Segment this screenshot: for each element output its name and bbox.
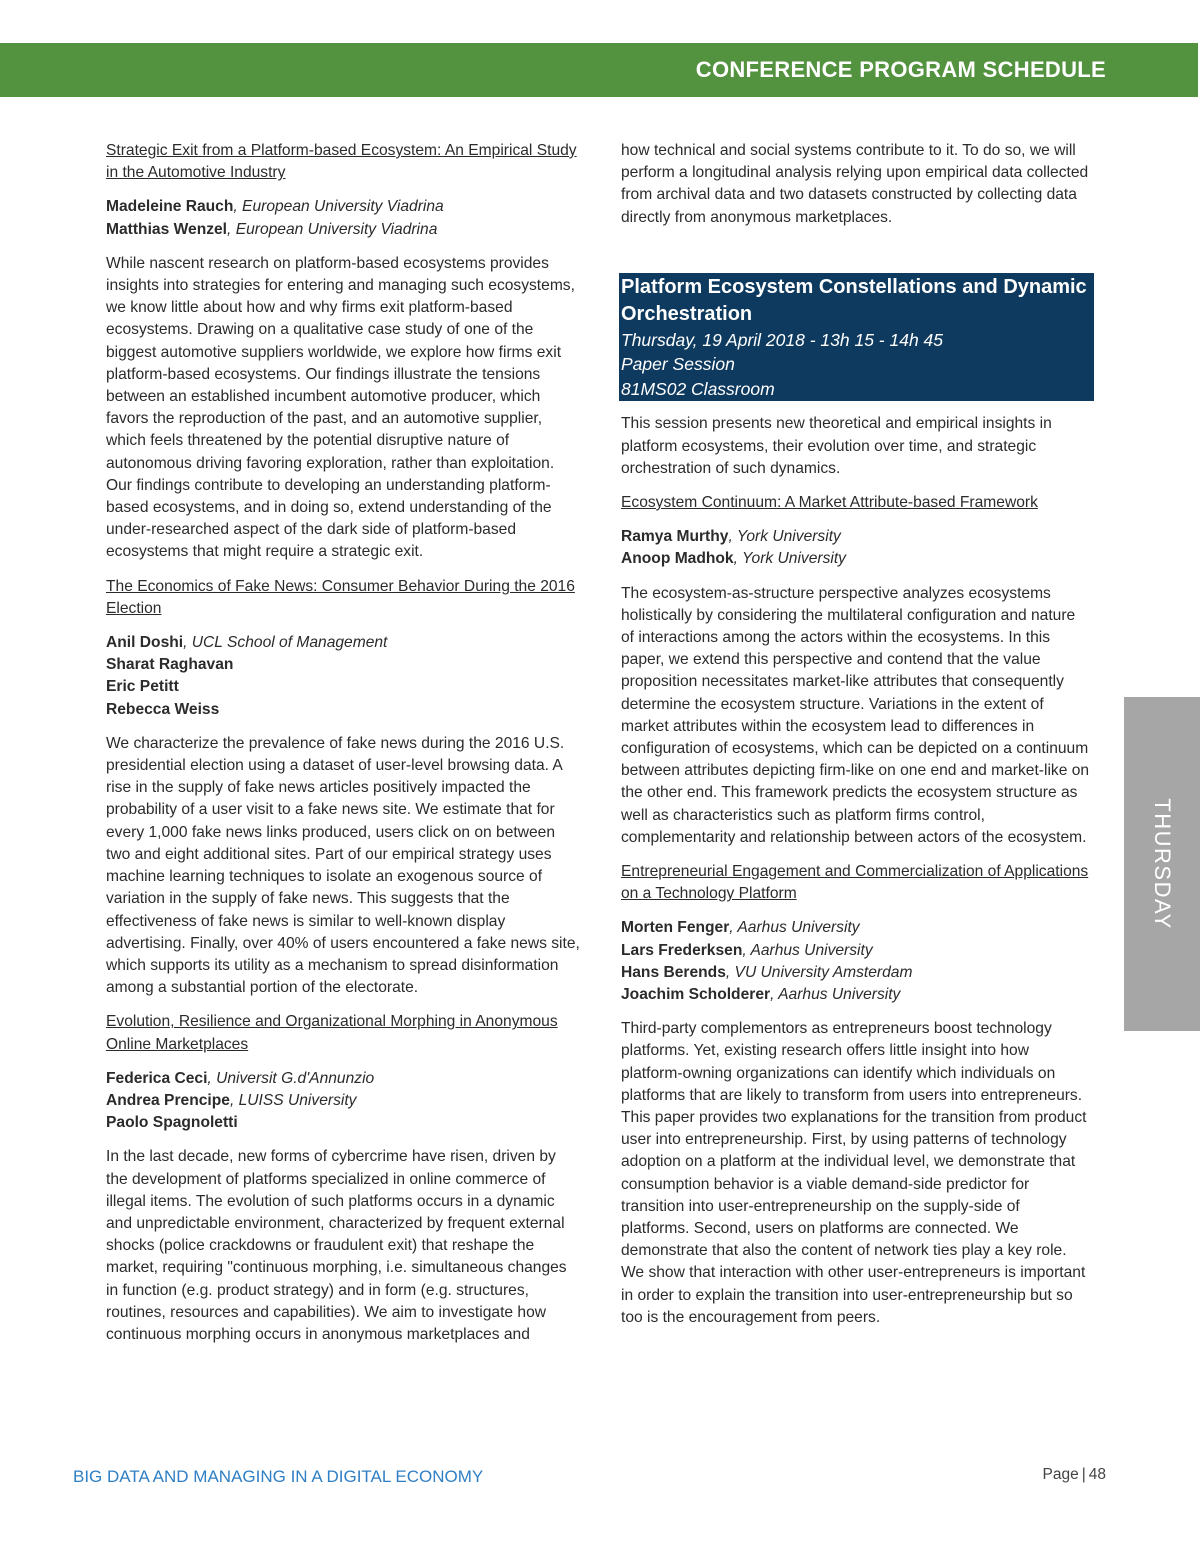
paper-abstract: The ecosystem-as-structure perspective analyzes ecosystems holistically by considering the multilateral configuration and nature of interactions among the actors within the ecosystems. In this paper, we extend this perspective and contend that the value proposition necessitates market-like attributes that consequently determine the ecosystem structure. Variations in the extent of market attributes within the ecosystem lead to differences in configuration of ecosystems, which can be depicted on a continuum between attributes depicting firm-like on one end and market-like on the other end. This framework predicts the ecosystem structure as well as characteristics such as platform firms control, complementarity and relationship between actors of the ecosystem. — [621, 584, 1090, 846]
author-affiliation: , European University Viadrina — [227, 220, 438, 238]
author-name: Anoop Madhok — [621, 550, 734, 568]
author-list — [106, 196, 580, 240]
author-name: Anil Doshi — [106, 634, 184, 652]
page-number: 48 — [1088, 1466, 1106, 1483]
continued-abstract: how technical and social systems contribute to it. To do so, we will perform a longitudinal analysis relying upon empirical data collected from archival data and two datasets constructed by collecting data directly from anonymous marketplaces. — [621, 142, 1089, 226]
author-affiliation: , Aarhus University — [742, 941, 873, 959]
author-list — [621, 917, 1091, 1006]
author-name: Sharat Raghavan — [106, 656, 234, 674]
author — [621, 984, 1091, 1006]
author-name: Madeleine Rauch — [106, 198, 234, 216]
footer-publication-title: BIG DATA AND MANAGING IN A DIGITAL ECONOMY — [73, 1467, 484, 1486]
author-affiliation: , York University — [728, 528, 841, 546]
author — [106, 632, 580, 654]
paper-title: Evolution, Resilience and Organizational Morphing in Anonymous Online Marketplaces — [106, 1013, 558, 1053]
author — [621, 548, 1091, 570]
session-type: Paper Session — [621, 354, 735, 375]
author-name: Joachim Scholderer — [621, 985, 771, 1003]
paper-title: Ecosystem Continuum: A Market Attribute-based Framework — [621, 493, 1038, 511]
day-side-tab — [1124, 697, 1200, 1031]
author — [106, 196, 580, 218]
author-name: Eric Petitt — [106, 678, 179, 696]
author-list — [621, 526, 1091, 570]
paper-abstract: While nascent research on platform-based ecosystems provides insights into strategies for entering and managing such ecosystems, we know little about how and why firms exit platform-based ecosystems. Drawing on a qualitative case study of one of the biggest automotive suppliers worldwide, we explore how firms exit platform-based ecosystems. Our findings illustrate the tensions between an established incumbent automotive producer, which favors the reproduction of the past, and an automotive supplier, which feels threatened by the potential disruptive nature of autonomous driving favoring exploration, rather than exploitation. Our findings contribute to developing an understanding platform-based ecosystems, and in doing so, extend understanding of the under-researched aspect of the dark side of platform-based ecosystems that might require a strategic exit. — [106, 254, 575, 561]
author — [621, 526, 1091, 548]
paper-title: The Economics of Fake News: Consumer Behavior During the 2016 Election — [106, 577, 575, 617]
author — [106, 676, 580, 698]
session-header — [619, 273, 1094, 402]
paper-entry — [106, 576, 580, 1000]
paper-entry — [621, 861, 1091, 1329]
author-affiliation: , LUISS University — [229, 1091, 357, 1109]
author-affiliation: , VU University Amsterdam — [725, 963, 913, 981]
author — [106, 699, 580, 721]
session-datetime: Thursday, 19 April 2018 - 13h 15 - 14h 45 — [621, 329, 944, 350]
author-name: Rebecca Weiss — [106, 700, 220, 718]
author — [106, 219, 580, 241]
author-affiliation: , Universit G.d'Annunzio — [207, 1069, 375, 1087]
author-affiliation: , York University — [733, 550, 846, 568]
author — [621, 962, 1091, 984]
paper-title: Strategic Exit from a Platform-based Ecosystem: An Empirical Study in the Automotive Industry — [106, 142, 577, 182]
author-list — [106, 632, 580, 721]
paper-abstract: In the last decade, new forms of cybercrime have risen, driven by the development of platforms specialized in online commerce of illegal items. The evolution of such platforms occurs in a dynamic and unpredictable environment, characterized by frequent external shocks (police crackdowns or fraudulent exit) that reshape the market, requiring "continuous morphing, i.e. simultaneous changes in function (e.g. product strategy) and in form (e.g. structures, routines, resources and capabilities). We aim to investigate how continuous morphing occurs in anonymous marketplaces and — [106, 1148, 567, 1343]
paper-abstract: We characterize the prevalence of fake news during the 2016 U.S. presidential election using a dataset of user-level browsing data. A rise in the supply of fake news articles positively impacted the probability of a user visit to a fake news site. We estimate that for every 1,000 fake news links produced, users click on on between two and eight additional sites. Part of our empirical strategy uses machine learning techniques to isolate an exogenous source of variation in the supply of fake news. This suggests that the effectiveness of fake news is similar to well-known display advertising. Finally, over 40% of users encountered a fake news site, which supports its utility as a mechanism to spread disinformation among a substantial portion of the electorate. — [106, 734, 580, 997]
author-name: Matthias Wenzel — [106, 220, 228, 238]
author — [106, 1068, 580, 1090]
author-affiliation: , Aarhus University — [770, 985, 901, 1003]
author — [621, 940, 1091, 962]
page-header-title: CONFERENCE PROGRAM SCHEDULE — [695, 57, 1106, 82]
paper-abstract: Third-party complementors as entrepreneurs boost technology platforms. Yet, existing research offers little insight into how platform-owning organizations can identify which individuals on platforms that are likely to transform from users into entrepreneurs. This paper provides two explanations for the transition from product user into entrepreneurship. First, by using patterns of technology adoption on a platform at the individual level, we demonstrate that consumption behavior is a viable demand-side predictor for transition into user-entrepreneurship on the supply-side of platforms. Second, users on platforms are connected. We demonstrate that also the content of network ties play a key role. We show that interaction with other user-entrepreneurs is important in order to explain the transition into user-entrepreneurship but so too is the encouragement from peers. — [621, 1020, 1087, 1326]
author-name: Lars Frederksen — [621, 941, 743, 959]
author — [106, 1112, 580, 1134]
author-list — [106, 1068, 580, 1135]
author — [106, 1090, 580, 1112]
page-number-block — [1043, 1466, 1106, 1484]
paper-title: Entrepreneurial Engagement and Commercialization of Applications on a Technology Platform — [621, 862, 1089, 903]
session-title: Platform Ecosystem Constellations and Dynamic Orchestration — [621, 275, 1087, 325]
author-affiliation: , European University Viadrina — [233, 198, 444, 216]
right-column — [621, 140, 1091, 1341]
paper-entry — [106, 1011, 580, 1346]
author-name: Paolo Spagnoletti — [106, 1114, 238, 1132]
author — [621, 917, 1091, 939]
paper-entry — [106, 140, 580, 564]
left-column — [106, 140, 580, 1358]
page-label: Page — [1042, 1466, 1079, 1483]
author-affiliation: , Aarhus University — [729, 919, 860, 937]
author-name: Ramya Murthy — [621, 528, 729, 546]
author-name: Federica Ceci — [106, 1069, 208, 1087]
author-name: Morten Fenger — [621, 919, 730, 937]
session-description: This session presents new theoretical and empirical insights in platform ecosystems, their evolution over time, and strategic orchestration of such dynamics. — [621, 415, 1052, 477]
day-side-tab-label: THURSDAY — [1150, 798, 1175, 930]
author-affiliation: , UCL School of Management — [183, 634, 388, 652]
paper-entry — [621, 492, 1091, 849]
page-separator: | — [1081, 1466, 1086, 1483]
author — [106, 654, 580, 676]
author-name: Hans Berends — [621, 963, 726, 981]
author-name: Andrea Prencipe — [106, 1091, 230, 1109]
session-room: 81MS02 Classroom — [621, 378, 775, 399]
